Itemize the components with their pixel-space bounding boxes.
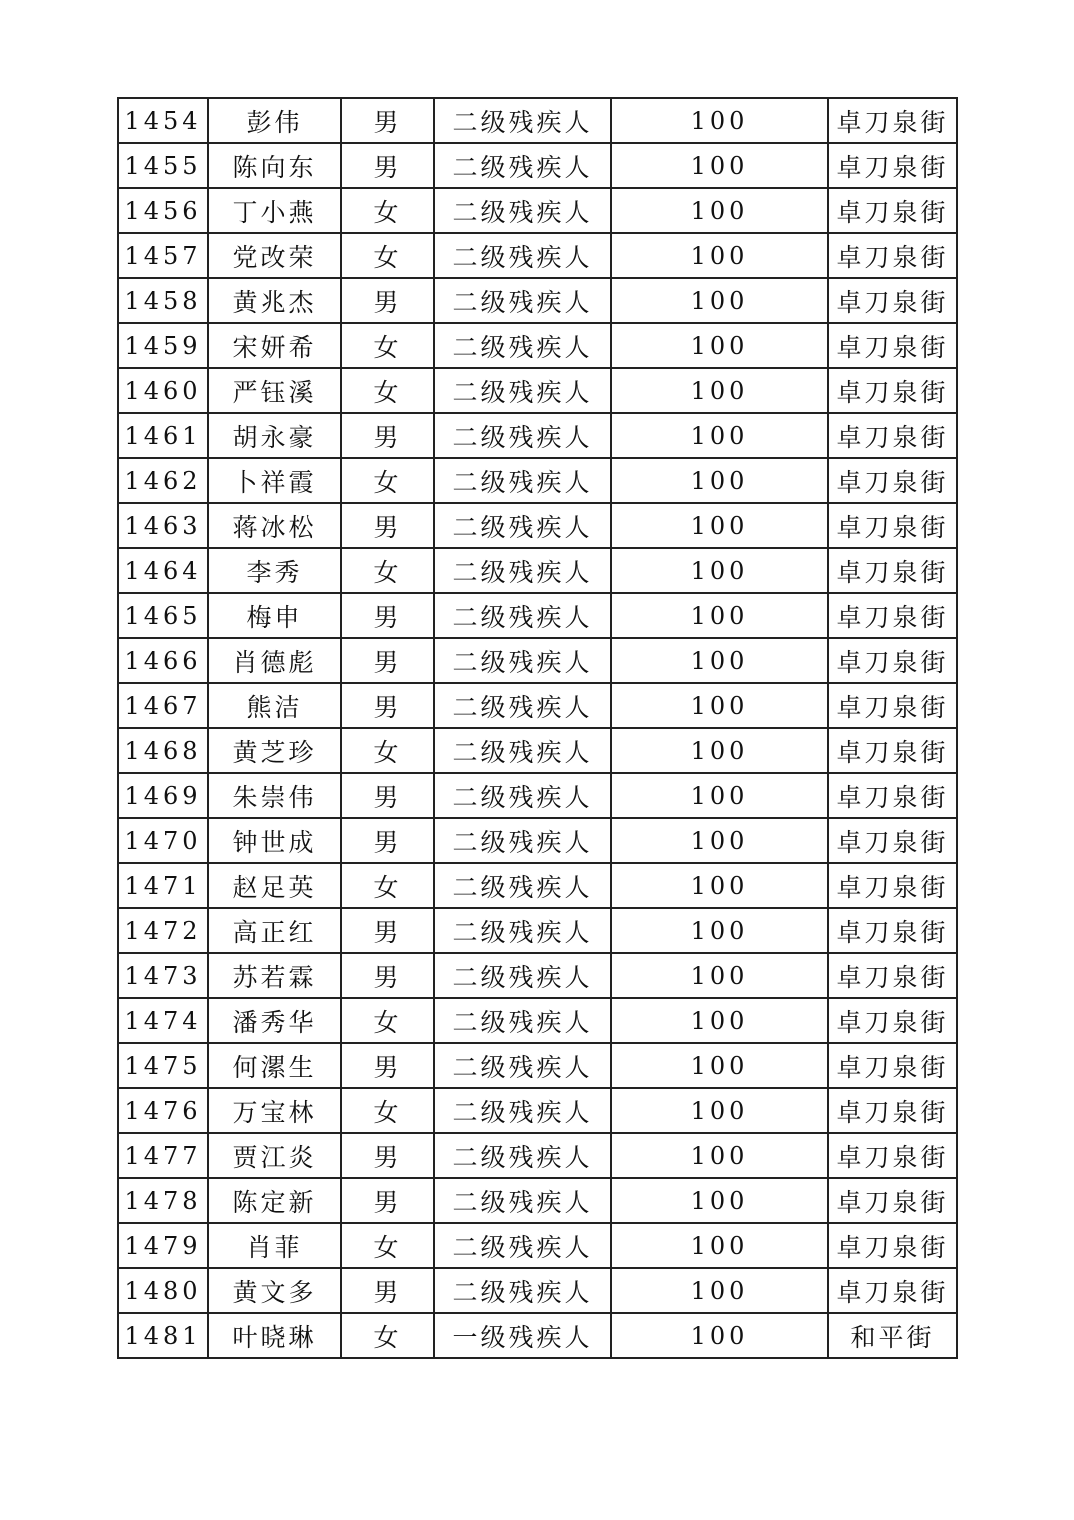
name-cell: 黄芝珍 [208,728,341,773]
street-cell: 卓刀泉街 [828,188,957,233]
gender-cell: 女 [341,728,434,773]
gender-cell: 女 [341,548,434,593]
gender-cell: 男 [341,1043,434,1088]
serial-number-cell: 1457 [118,233,208,278]
table-row [118,368,957,413]
amount-cell: 100 [611,1178,828,1223]
name-cell: 万宝林 [208,1088,341,1133]
amount-cell: 100 [611,818,828,863]
serial-number-cell: 1471 [118,863,208,908]
name-cell: 苏若霖 [208,953,341,998]
amount-cell: 100 [611,1133,828,1178]
amount-cell: 100 [611,548,828,593]
serial-number-cell: 1465 [118,593,208,638]
gender-cell: 男 [341,1178,434,1223]
amount-cell: 100 [611,638,828,683]
name-cell: 黄文多 [208,1268,341,1313]
table-row [118,728,957,773]
amount-cell: 100 [611,728,828,773]
name-cell: 梅申 [208,593,341,638]
table-row [118,818,957,863]
amount-cell: 100 [611,458,828,503]
name-cell: 卜祥霞 [208,458,341,503]
serial-number-cell: 1459 [118,323,208,368]
table-row [118,773,957,818]
gender-cell: 女 [341,233,434,278]
street-cell: 卓刀泉街 [828,683,957,728]
street-cell: 卓刀泉街 [828,1043,957,1088]
disability-category-cell: 一级残疾人 [434,1313,611,1358]
gender-cell: 男 [341,1133,434,1178]
gender-cell: 女 [341,863,434,908]
amount-cell: 100 [611,773,828,818]
amount-cell: 100 [611,1088,828,1133]
table-row [118,188,957,233]
street-cell: 卓刀泉街 [828,548,957,593]
gender-cell: 男 [341,278,434,323]
name-cell: 高正红 [208,908,341,953]
name-cell: 陈向东 [208,143,341,188]
gender-cell: 女 [341,1223,434,1268]
gender-cell: 女 [341,1313,434,1358]
table-row [118,278,957,323]
street-cell: 卓刀泉街 [828,953,957,998]
gender-cell: 女 [341,188,434,233]
disability-category-cell: 二级残疾人 [434,908,611,953]
gender-cell: 男 [341,98,434,143]
disability-category-cell: 二级残疾人 [434,728,611,773]
name-cell: 贾江炎 [208,1133,341,1178]
gender-cell: 女 [341,458,434,503]
serial-number-cell: 1478 [118,1178,208,1223]
street-cell: 卓刀泉街 [828,1133,957,1178]
name-cell: 肖德彪 [208,638,341,683]
name-cell: 黄兆杰 [208,278,341,323]
street-cell: 卓刀泉街 [828,638,957,683]
table-row [118,683,957,728]
serial-number-cell: 1473 [118,953,208,998]
street-cell: 卓刀泉街 [828,1178,957,1223]
disability-category-cell: 二级残疾人 [434,1133,611,1178]
disability-category-cell: 二级残疾人 [434,1043,611,1088]
amount-cell: 100 [611,368,828,413]
table-row [118,863,957,908]
disability-category-cell: 二级残疾人 [434,548,611,593]
serial-number-cell: 1477 [118,1133,208,1178]
serial-number-cell: 1456 [118,188,208,233]
street-cell: 卓刀泉街 [828,278,957,323]
name-cell: 胡永豪 [208,413,341,458]
serial-number-cell: 1480 [118,1268,208,1313]
table-row [118,1088,957,1133]
street-cell: 卓刀泉街 [828,98,957,143]
street-cell: 卓刀泉街 [828,1268,957,1313]
table-row [118,323,957,368]
gender-cell: 男 [341,413,434,458]
table-row [118,1043,957,1088]
disability-category-cell: 二级残疾人 [434,773,611,818]
street-cell: 卓刀泉街 [828,233,957,278]
street-cell: 卓刀泉街 [828,143,957,188]
amount-cell: 100 [611,908,828,953]
amount-cell: 100 [611,1268,828,1313]
table-row [118,233,957,278]
serial-number-cell: 1455 [118,143,208,188]
disability-category-cell: 二级残疾人 [434,638,611,683]
name-cell: 彭伟 [208,98,341,143]
amount-cell: 100 [611,503,828,548]
serial-number-cell: 1467 [118,683,208,728]
disability-category-cell: 二级残疾人 [434,323,611,368]
amount-cell: 100 [611,413,828,458]
name-cell: 李秀 [208,548,341,593]
disability-category-cell: 二级残疾人 [434,1178,611,1223]
amount-cell: 100 [611,323,828,368]
name-cell: 赵足英 [208,863,341,908]
street-cell: 卓刀泉街 [828,818,957,863]
table-row [118,98,957,143]
roster-table-body [118,98,957,1358]
amount-cell: 100 [611,863,828,908]
name-cell: 潘秀华 [208,998,341,1043]
serial-number-cell: 1458 [118,278,208,323]
street-cell: 和平街 [828,1313,957,1358]
serial-number-cell: 1468 [118,728,208,773]
street-cell: 卓刀泉街 [828,773,957,818]
name-cell: 钟世成 [208,818,341,863]
serial-number-cell: 1474 [118,998,208,1043]
street-cell: 卓刀泉街 [828,908,957,953]
amount-cell: 100 [611,998,828,1043]
gender-cell: 男 [341,953,434,998]
gender-cell: 男 [341,683,434,728]
disability-category-cell: 二级残疾人 [434,683,611,728]
disability-category-cell: 二级残疾人 [434,278,611,323]
amount-cell: 100 [611,188,828,233]
disability-category-cell: 二级残疾人 [434,818,611,863]
disability-category-cell: 二级残疾人 [434,863,611,908]
gender-cell: 女 [341,1088,434,1133]
gender-cell: 男 [341,1268,434,1313]
amount-cell: 100 [611,1313,828,1358]
gender-cell: 男 [341,818,434,863]
gender-cell: 男 [341,908,434,953]
amount-cell: 100 [611,1223,828,1268]
table-row [118,1223,957,1268]
street-cell: 卓刀泉街 [828,863,957,908]
serial-number-cell: 1454 [118,98,208,143]
table-row [118,638,957,683]
table-row [118,1268,957,1313]
amount-cell: 100 [611,143,828,188]
street-cell: 卓刀泉街 [828,458,957,503]
amount-cell: 100 [611,233,828,278]
disability-category-cell: 二级残疾人 [434,593,611,638]
name-cell: 朱崇伟 [208,773,341,818]
name-cell: 丁小燕 [208,188,341,233]
gender-cell: 女 [341,323,434,368]
disability-category-cell: 二级残疾人 [434,1268,611,1313]
serial-number-cell: 1475 [118,1043,208,1088]
amount-cell: 100 [611,683,828,728]
table-row [118,503,957,548]
disability-category-cell: 二级残疾人 [434,953,611,998]
name-cell: 宋妍希 [208,323,341,368]
street-cell: 卓刀泉街 [828,368,957,413]
serial-number-cell: 1479 [118,1223,208,1268]
name-cell: 陈定新 [208,1178,341,1223]
street-cell: 卓刀泉街 [828,728,957,773]
name-cell: 何漯生 [208,1043,341,1088]
street-cell: 卓刀泉街 [828,998,957,1043]
serial-number-cell: 1466 [118,638,208,683]
street-cell: 卓刀泉街 [828,1088,957,1133]
serial-number-cell: 1481 [118,1313,208,1358]
table-row [118,458,957,503]
street-cell: 卓刀泉街 [828,593,957,638]
table-row [118,413,957,458]
disability-category-cell: 二级残疾人 [434,503,611,548]
amount-cell: 100 [611,1043,828,1088]
disability-category-cell: 二级残疾人 [434,1223,611,1268]
gender-cell: 男 [341,143,434,188]
disability-category-cell: 二级残疾人 [434,998,611,1043]
serial-number-cell: 1470 [118,818,208,863]
table-row [118,908,957,953]
table-row [118,548,957,593]
name-cell: 蒋冰松 [208,503,341,548]
street-cell: 卓刀泉街 [828,413,957,458]
gender-cell: 男 [341,773,434,818]
gender-cell: 女 [341,998,434,1043]
gender-cell: 男 [341,638,434,683]
disability-category-cell: 二级残疾人 [434,233,611,278]
disability-category-cell: 二级残疾人 [434,368,611,413]
table-row [118,998,957,1043]
amount-cell: 100 [611,98,828,143]
disability-category-cell: 二级残疾人 [434,98,611,143]
street-cell: 卓刀泉街 [828,323,957,368]
name-cell: 叶晓琳 [208,1313,341,1358]
serial-number-cell: 1464 [118,548,208,593]
street-cell: 卓刀泉街 [828,1223,957,1268]
serial-number-cell: 1463 [118,503,208,548]
serial-number-cell: 1469 [118,773,208,818]
table-row [118,1313,957,1358]
street-cell: 卓刀泉街 [828,503,957,548]
serial-number-cell: 1460 [118,368,208,413]
amount-cell: 100 [611,593,828,638]
table-row [118,143,957,188]
name-cell: 严钰溪 [208,368,341,413]
gender-cell: 女 [341,368,434,413]
amount-cell: 100 [611,278,828,323]
table-row [118,953,957,998]
serial-number-cell: 1472 [118,908,208,953]
disability-category-cell: 二级残疾人 [434,143,611,188]
name-cell: 党改荣 [208,233,341,278]
table-row [118,593,957,638]
gender-cell: 男 [341,593,434,638]
disability-category-cell: 二级残疾人 [434,458,611,503]
name-cell: 肖菲 [208,1223,341,1268]
disability-category-cell: 二级残疾人 [434,1088,611,1133]
disability-category-cell: 二级残疾人 [434,413,611,458]
table-row [118,1133,957,1178]
disability-category-cell: 二级残疾人 [434,188,611,233]
roster-table [117,97,958,1359]
name-cell: 熊洁 [208,683,341,728]
amount-cell: 100 [611,953,828,998]
serial-number-cell: 1461 [118,413,208,458]
table-row [118,1178,957,1223]
serial-number-cell: 1476 [118,1088,208,1133]
serial-number-cell: 1462 [118,458,208,503]
gender-cell: 男 [341,503,434,548]
